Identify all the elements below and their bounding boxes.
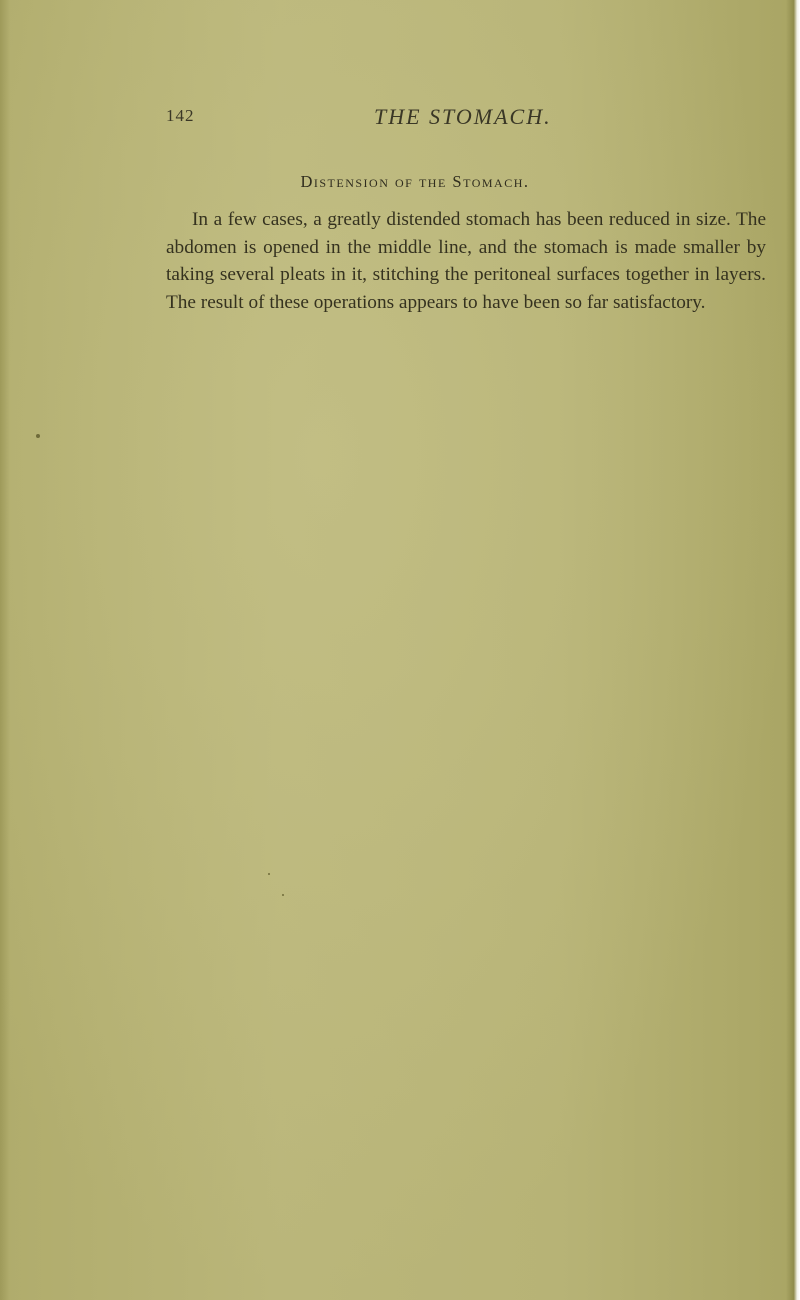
section-title [0,172,800,192]
page-number: 142 [166,106,195,125]
running-head: THE STOMACH. [374,104,552,129]
page-edge [786,0,800,1300]
paper-speck [268,873,270,875]
section-title-text: Distension of the Stomach. [300,172,530,191]
body-paragraph: In a few cases, a greatly distended stomach has been reduced in size. The abdomen is opened in the middle line, and the stomach is made smaller by taking several pleats in it, stitching the peritoneal surfaces together in layers. The result of these operations appears to have been so far satisfactory. [166,209,766,313]
page-gutter-shadow [0,0,10,1300]
paper-speck [36,434,40,438]
page-header [166,104,726,138]
paper-speck [282,894,284,896]
